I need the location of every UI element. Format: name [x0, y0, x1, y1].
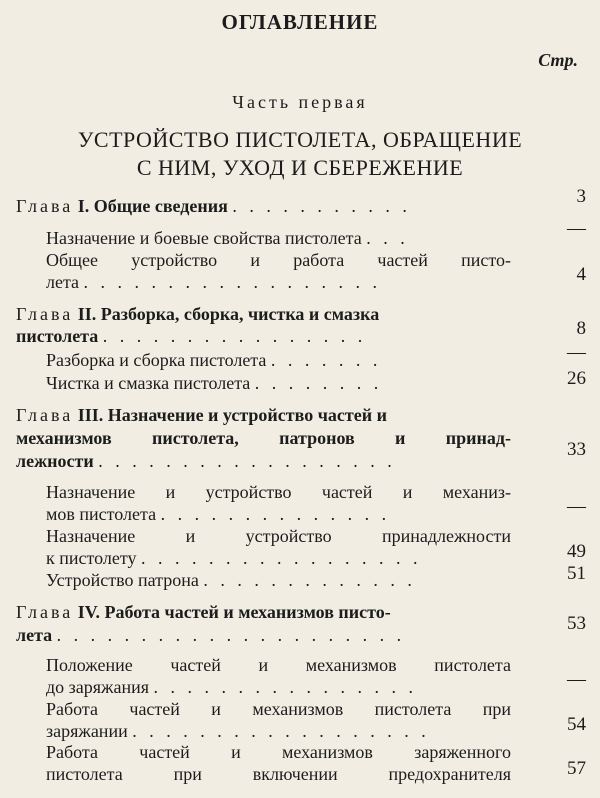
part-title	[0, 126, 600, 182]
toc-entry-3-1-line1[interactable]: Назначение и устройство частей и механиз-	[46, 482, 511, 502]
chapter-title: IV. Работа частей и механизмов писто-	[77, 602, 391, 622]
toc-entry-3-2-line1[interactable]: Назначение и устройство принадлежности	[46, 526, 511, 546]
leader-dots: . . . . . . . . . . . . . . . . . .	[98, 451, 396, 471]
part-title-line1: УСТРОЙСТВО ПИСТОЛЕТА, ОБРАЩЕНИЕ	[77, 127, 523, 152]
toc-entry-2-1[interactable]	[46, 350, 511, 371]
toc-entry-1-2-line2[interactable]	[46, 272, 511, 293]
leader-dots: . . . . . . . . . . . . . . . . .	[141, 548, 422, 568]
toc-entry-chapter-3-line3[interactable]	[16, 451, 511, 472]
toc-entry-3-3[interactable]	[46, 570, 511, 591]
entry-text: мов пистолета	[46, 504, 157, 524]
chapter-title-cont: лета	[16, 625, 53, 645]
entry-text: Разборка и сборка пистолета	[46, 350, 267, 370]
page-number: 33	[567, 439, 586, 460]
part-title-line2: С НИМ, УХОД И СБЕРЕЖЕНИЕ	[136, 155, 464, 180]
page-number: 57	[567, 758, 586, 779]
leader-dots: . . . . . . . . . . . . . . . .	[153, 677, 418, 697]
toc-entry-chapter-4-line1[interactable]	[16, 602, 511, 623]
toc-entry-4-2-line2[interactable]	[46, 721, 511, 742]
toc-entry-chapter-3-line1[interactable]	[16, 405, 511, 426]
leader-dots: . . . . . . . . . . . . . .	[160, 504, 391, 524]
page-number: —	[567, 496, 586, 517]
page-number: 8	[576, 318, 586, 339]
entry-text: Чистка и смазка пистолета	[46, 373, 251, 393]
entry-text: к пистолету	[46, 548, 137, 568]
chapter-title-cont: пистолета	[16, 326, 99, 346]
chapter-title: III. Назначение и устройство частей и	[77, 405, 387, 425]
leader-dots: . . . . . . . . . . . . . . . . . .	[83, 272, 382, 292]
toc-entry-1-1[interactable]	[46, 228, 511, 249]
chapter-title: II. Разборка, сборка, чистка и смазка	[77, 304, 380, 324]
entry-text: Устройство патрона	[46, 570, 199, 590]
page-title: ОГЛАВЛЕНИЕ	[221, 10, 379, 34]
toc-entry-4-3-line1[interactable]: Работа частей и механизмов заряженного	[46, 742, 511, 762]
page-column-header: Стр.	[538, 50, 578, 70]
page-number: 53	[567, 613, 586, 634]
chapter-title-cont: лежности	[16, 451, 94, 471]
leader-dots: . . . . . . . .	[254, 373, 383, 393]
page-number: —	[567, 669, 586, 690]
page-number: 51	[567, 563, 586, 584]
page-number: 26	[567, 368, 586, 389]
page-number: —	[567, 218, 586, 239]
toc-entry-3-1-line2[interactable]	[46, 504, 511, 525]
page-number: 4	[576, 264, 586, 285]
page-number: —	[567, 342, 586, 363]
chapter-word: Глава	[16, 602, 74, 622]
toc-entry-chapter-4-line2[interactable]	[16, 625, 511, 646]
toc-entry-chapter-3-line2[interactable]: механизмов пистолета, патронов и принад-	[16, 428, 511, 448]
toc-entry-chapter-2-line1[interactable]	[16, 304, 511, 325]
toc-entry-1-2-line1[interactable]: Общее устройство и работа частей писто-	[46, 250, 511, 270]
leader-dots: . . . . . . . . . . . . . . . . . . . . .	[56, 625, 406, 645]
page-number: 49	[567, 541, 586, 562]
toc-entry-4-2-line1[interactable]: Работа частей и механизмов пистолета при	[46, 699, 511, 719]
toc-entry-4-1-line1[interactable]: Положение частей и механизмов пистолета	[46, 655, 511, 675]
toc-entry-2-2[interactable]	[46, 373, 511, 394]
entry-text: до заряжания	[46, 677, 150, 697]
entry-text: лета	[46, 272, 80, 292]
page-number: 54	[567, 714, 586, 735]
leader-dots: . . . . . . . . . . . . . . . . . .	[132, 721, 430, 741]
leader-dots: . . . . . . . . . . .	[232, 196, 411, 216]
part-name: Часть первая	[232, 92, 368, 112]
entry-text: Назначение и боевые свойства пистолета	[46, 228, 362, 248]
page-number: 3	[576, 186, 586, 207]
leader-dots: . . . . . . .	[270, 350, 382, 370]
chapter-title: I. Общие сведения	[77, 196, 228, 216]
toc-entry-4-1-line2[interactable]	[46, 677, 511, 698]
chapter-word: Глава	[16, 405, 74, 425]
toc-entry-4-3-line2[interactable]: пистолета при включении предохранителя	[46, 764, 511, 784]
chapter-word: Глава	[16, 304, 74, 324]
toc-entry-3-2-line2[interactable]	[46, 548, 511, 569]
chapter-word: Глава	[16, 196, 74, 216]
leader-dots: . . . . . . . . . . . . .	[203, 570, 416, 590]
entry-text: заряжании	[46, 721, 128, 741]
toc-entry-chapter-2-line2[interactable]	[16, 326, 511, 347]
toc-entry-chapter-1[interactable]	[16, 196, 511, 217]
leader-dots: . . .	[366, 228, 409, 248]
leader-dots: . . . . . . . . . . . . . . . .	[102, 326, 367, 346]
